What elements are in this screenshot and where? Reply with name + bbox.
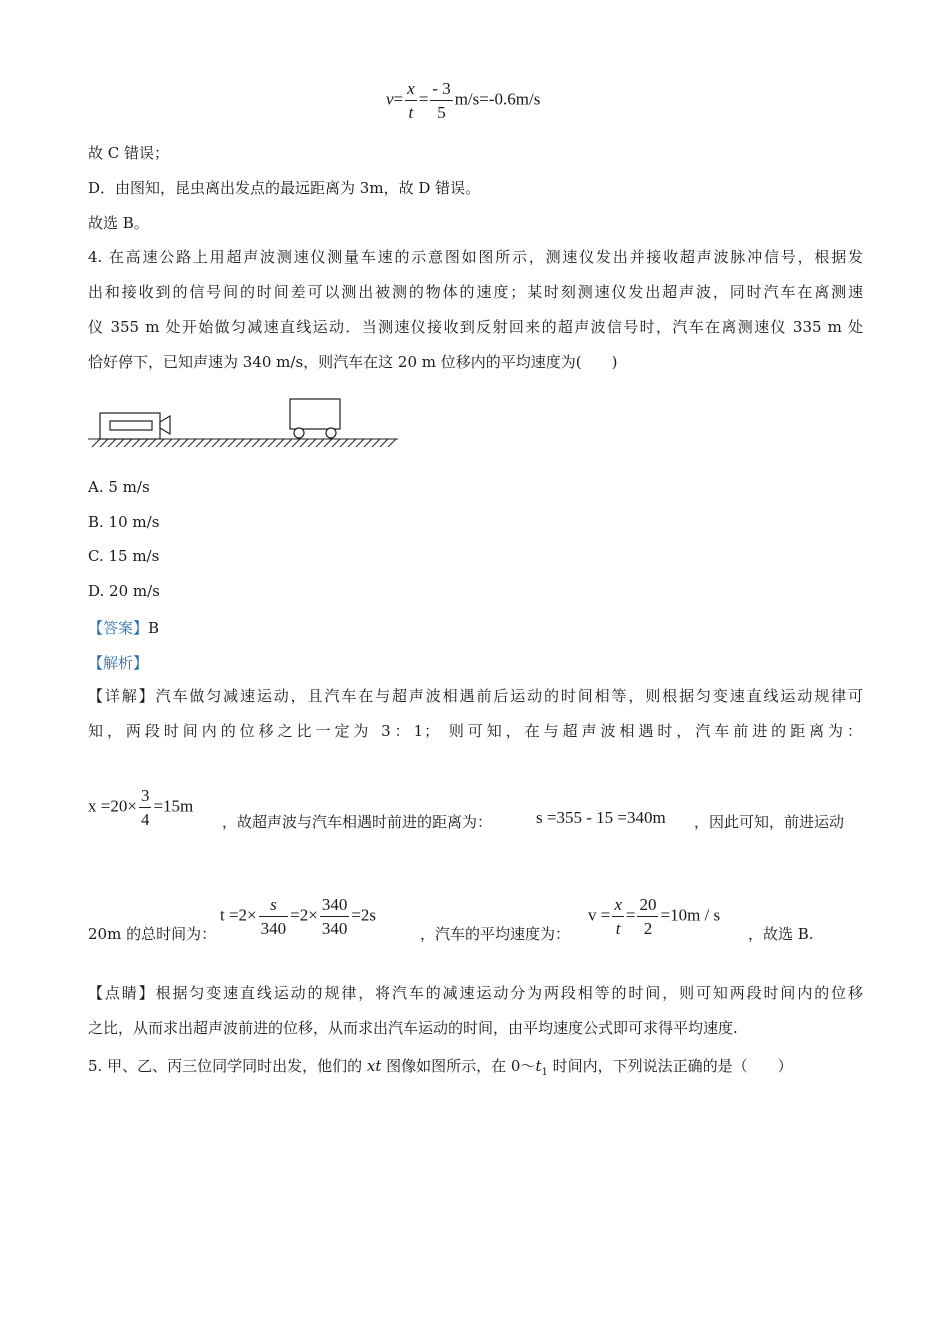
prev-line-3: 故选 B。: [88, 214, 149, 232]
comment-paragraph: 【点睛】根据匀变速直线运动的规律，将汽车的减速运动分为两段相等的时间，则可知两段时间内的位移 之比，从而求出超声波前进的位移，从而求出汽车运动的时间，由平均速度公式即可求得平均速度.: [88, 984, 863, 1037]
mid-text: ，故超声波与汽车相遇时前进的距离为：: [222, 813, 493, 831]
avg-label: ，汽车的平均速度为：: [420, 925, 571, 943]
option-b: B. 10 m/s: [88, 513, 160, 531]
equation-x: x =20× $\frac{3}{4}$ =15m: [88, 786, 194, 829]
choose-text: ，故选 B.: [748, 925, 814, 943]
car-body: [290, 399, 340, 438]
question-4-stem: 4. 在高速公路上用超声波测速仪测量车速的示意图如图所示，测速仪发出并接收超声波脉冲信号，根据发 出和接收到的信号间的时间差可以测出被测的物体的速度；某时刻测速仪发出超声波，同时汽车在离测速 仪 355 m 处开始做匀减速直线运动．当测速仪接收到反射回来的超声波信号时，汽车在离测速仪 335 m 处 恰好停下，已知声速为 340 m/s，则汽车在这 20 m 位移内的平均速度为( ): [88, 248, 863, 371]
question-5-stem: 5. 甲、乙、丙三位同学同时出发，他们的 xt 图像如图所示，在 $0\sim t_1$ 时间内，下列说法正确的是（ ）: [88, 1057, 793, 1078]
prev-line-1: 故 C 错误；: [88, 144, 170, 162]
equation-s: s =355 - 15 =340m: [536, 808, 666, 827]
analysis-tag: 【解析】: [88, 654, 149, 672]
end-text: ，因此可知，前进运动: [694, 813, 845, 831]
answer-line: [88, 617, 159, 638]
velocity-formula: v= $\frac{x}{t}$ = $\frac{- 3}{5}$ m/s=-0.6m/s: [386, 79, 541, 122]
detail-paragraph: 【详解】汽车做匀减速运动，且汽车在与超声波相遇前后运动的时间相等，则根据匀变速直线运动规律可 知，两段时间内的位移之比一定为 3：1； 则可知，在与超声波相遇时，汽车前进的距离为：: [88, 687, 863, 740]
prev-line-2: D．由图知，昆虫离出发点的最远距离为 3m，故 D 错误。: [88, 179, 481, 197]
time-label: 20m 的总时间为：: [88, 925, 217, 943]
speed-detector-device: [100, 413, 170, 439]
ground-hatching: [88, 439, 398, 447]
fraction-neg3-over-5: $\frac{- 3}{5}$: [432, 79, 451, 122]
equation-t: t =2× $\frac{s}{340}$ =2× $\frac{340}{340}$ =2s: [220, 895, 377, 938]
option-a: A. 5 m/s: [88, 478, 150, 496]
fraction-x-over-t: $\frac{x}{t}$: [407, 79, 415, 122]
answer-tag: 【答案】: [88, 619, 149, 637]
speed-detector-figure: [88, 395, 408, 455]
option-c: C. 15 m/s: [88, 547, 160, 565]
option-d: D. 20 m/s: [88, 582, 160, 600]
equation-v: v = $\frac{x}{t}$ = $\frac{20}{2}$ =10m / s: [588, 895, 721, 938]
answer-value: B: [148, 619, 160, 637]
